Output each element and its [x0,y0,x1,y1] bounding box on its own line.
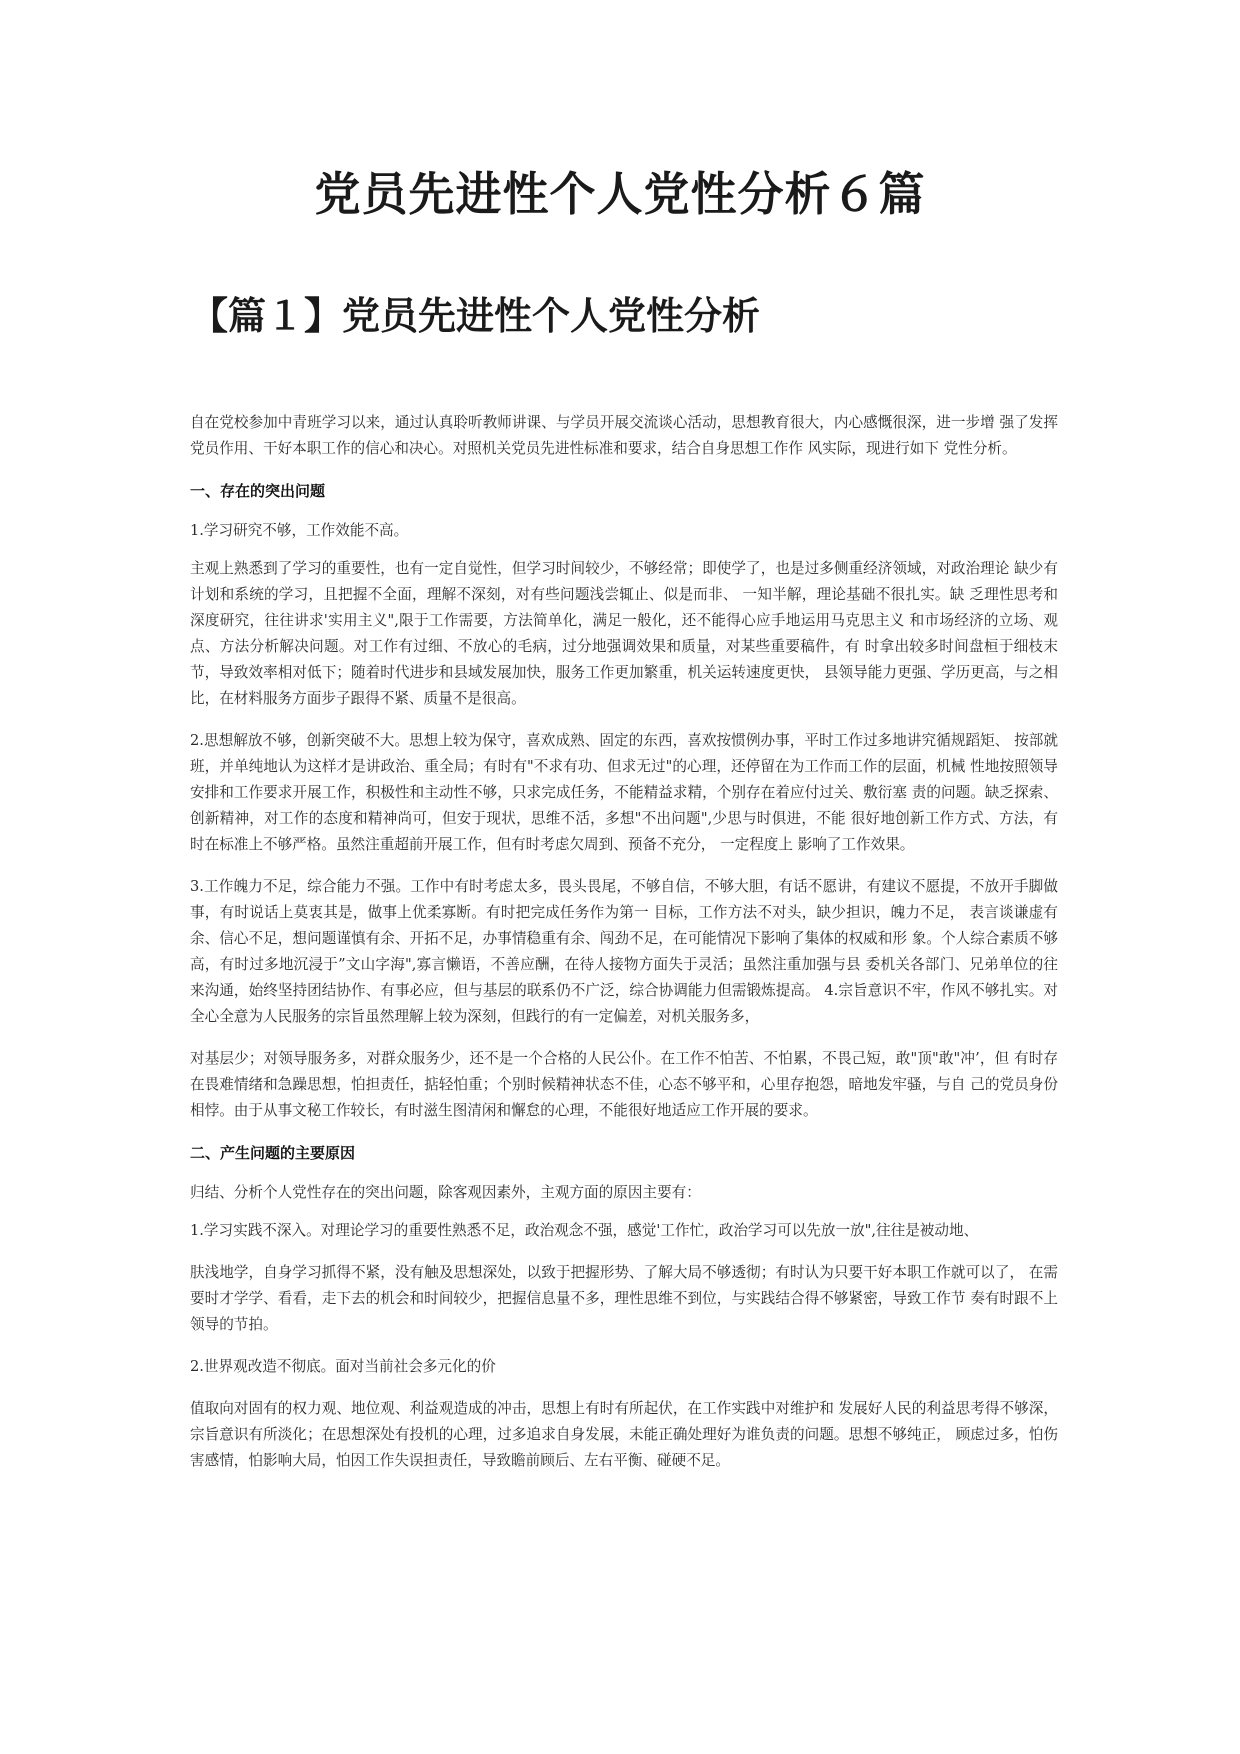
heading-main-causes: 二、产生问题的主要原因 [190,1144,356,1162]
cause-2-title: 2.世界观改造不彻底。面对当前社会多元化的价 [190,1358,496,1375]
problem-1-paragraph: 主观上熟悉到了学习的重要性，也有一定自觉性，但学习时间较少，不够经常；即使学了，也是过多侧重经济领域，对政治理论 缺少有计划和系统的学习，且把握不全面，理解不深刻，对有些问题浅尝辄止、似是而非、 一知半解，理论基础不很扎实。缺 乏理性思考和深度研究，往往讲求'实用主义",限于工作需要，方法简单化，满足一般化，还不能得心应手地运用马克思主义 和市场经济的立场、观点、方法分析解决问题。对工作有过细、不放心的毛病，过分地强调效果和质量，对某些重要稿件，有 时拿出较多时间盘桓于细枝末节，导致效率相对低下；随着时代进步和县域发展加快，服务工作更加繁重，机关运转速度更快， 县领导能力更强、学历更高，与之相比，在材料服务方面步子跟得不紧、质量不是很高。 [190,560,1058,707]
problem-2-paragraph: 2.思想解放不够，创新突破不大。思想上较为保守，喜欢成熟、固定的东西，喜欢按惯例办事，平时工作过多地讲究循规蹈矩、 按部就班，并单纯地认为这样才是讲政治、重全局；有时有"不求有功、但求无过"的心理，还停留在为工作而工作的层面，机械 性地按照领导安排和工作要求开展工作，积极性和主动性不够，只求完成任务，不能精益求精，个别存在着应付过关、敷衍塞 责的问题。缺乏探索、创新精神，对工作的态度和精神尚可，但安于现状，思维不活，多想"不出问题",少思与时俱进，不能 很好地创新工作方式、方法，有时在标准上不够严格。虽然注重超前开展工作，但有时考虑欠周到、预备不充分， 一定程度上 影响了工作效果。 [190,732,1058,853]
cause-1-title: 1.学习实践不深入。对理论学习的重要性熟悉不足，政治观念不强，感觉'工作忙，政治学习可以先放一放",往往是被动地、 [190,1222,979,1239]
document-title: 党员先进性个人党性分析６篇 [314,167,926,221]
cause-2-paragraph: 值取向对固有的权力观、地位观、利益观造成的冲击，思想上有时有所起伏，在工作实践中对维护和 发展好人民的利益思考得不够深，宗旨意识有所淡化；在思想深处有投机的心理，过多追求自身发展，未能正确处理好为谁负责的问题。思想不够纯正， 顾虑过多，怕伤害感情，怕影响大局，怕因工作失误担责任，导致瞻前顾后、左右平衡、碰硬不足。 [190,1400,1058,1469]
cause-1-paragraph: 肤浅地学，自身学习抓得不紧，没有触及思想深处，以致于把握形势、了解大局不够透彻；有时认为只要干好本职工作就可以了， 在需要时才学学、看看，走下去的机会和时间较少，把握信息量不多，理性思维不到位，与实践结合得不够紧密，导致工作节 奏有时跟不上领导的节拍。 [190,1264,1058,1333]
problem-3-4-paragraph: 3.工作魄力不足，综合能力不强。工作中有时考虑太多，畏头畏尾，不够自信，不够大胆，有话不愿讲，有建议不愿提，不放开手脚做事，有时说话上莫衷其是，做事上优柔寡断。有时把完成任务作为第一 目标，工作方法不对头，缺少担识，魄力不足， 表言谈谦虚有余、信心不足，想问题谨慎有余、开拓不足，办事情稳重有余、闯劲不足，在可能情况下影响了集体的权威和形 象。个人综合素质不够高，有时过多地沉浸于”文山字海",寡言懒语，不善应酬，在待人接物方面失于灵活；虽然注重加强与县 委机关各部门、兄弟单位的往来沟通，始终坚持团结协作、有事必应，但与基层的联系仍不广泛，综合协调能力但需锻炼提高。 4.宗旨意识不牢，作风不够扎实。对全心全意为人民服务的宗旨虽然理解上较为深刻，但践行的有一定偏差，对机关服务多， [190,878,1058,1025]
causes-intro-paragraph: 归结、分析个人党性存在的突出问题，除客观因素外，主观方面的原因主要有： [190,1184,701,1201]
problem-1-title: 1.学习研究不够，工作效能不高。 [190,522,409,539]
problem-4-continued-paragraph: 对基层少；对领导服务多，对群众服务少，还不是一个合格的人民公仆。在工作不怕苦、不怕累，不畏己短，敢"顶"敢"冲’，但 有时存在畏难情绪和急躁思想，怕担责任，掂轻怕重；个别时候精神状态不佳，心态不够平和，心里存抱怨，暗地发牢骚，与自 己的党员身份相悖。由于从事文秘工作较长，有时滋生图清闲和懈怠的心理，不能很好地适应工作开展的要求。 [190,1050,1058,1119]
heading-outstanding-problems: 一、存在的突出问题 [190,482,326,500]
document-body [190,410,1058,1490]
section-title: 【篇１】党员先进性个人党性分析 [190,293,761,338]
intro-paragraph: 自在党校参加中青班学习以来，通过认真聆听教师讲课、与学员开展交流谈心活动，思想教育很大，内心感慨很深，进一步增 强了发挥党员作用、干好本职工作的信心和决心。对照机关党员先进性标准和要求，结合自身思想工作作 风实际，现进行如下 党性分析。 [190,414,1058,457]
